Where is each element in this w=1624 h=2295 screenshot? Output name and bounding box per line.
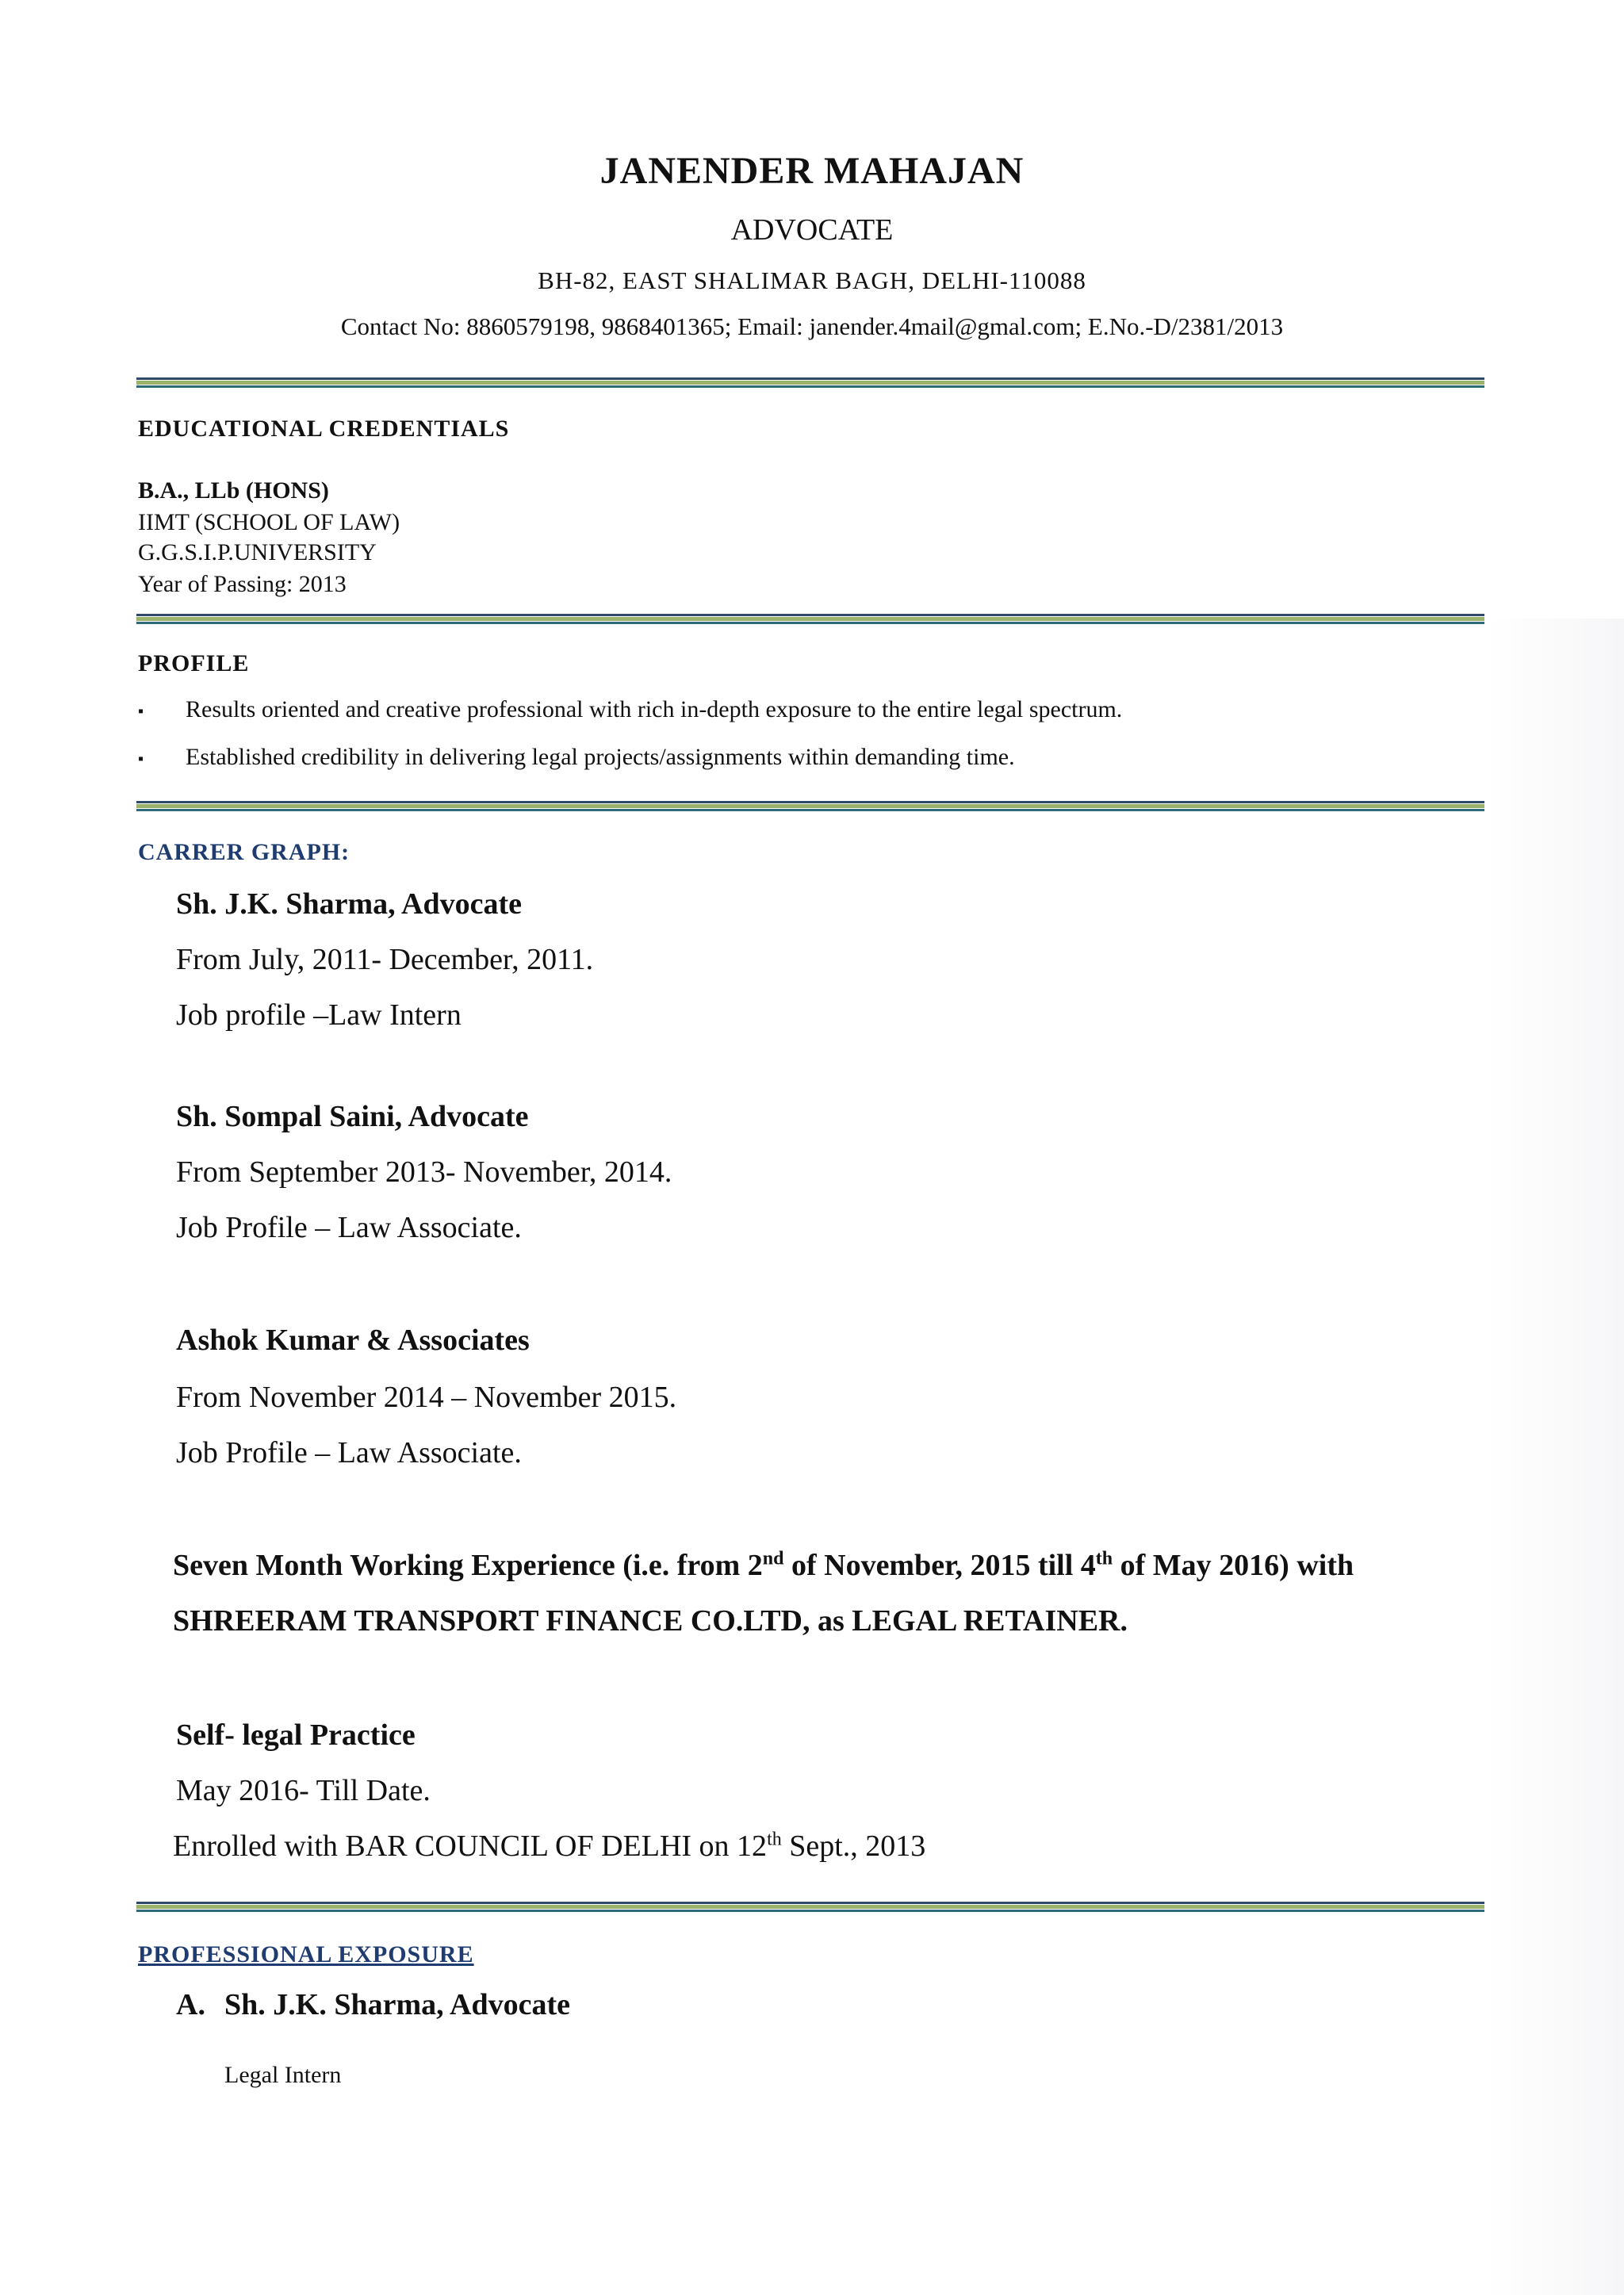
bullet-icon: ▪ xyxy=(138,703,144,720)
job-period: From September 2013- November, 2014. xyxy=(176,1155,672,1189)
job-employer: Sh. J.K. Sharma, Advocate xyxy=(176,887,522,921)
exposure-item-label: A. xyxy=(176,1988,205,2021)
enrollment-line: Enrolled with BAR COUNCIL OF DELHI on 12th Sept., 2013 xyxy=(173,1829,926,1863)
job-profile: Job Profile – Law Associate. xyxy=(176,1436,522,1469)
education-school: IIMT (SCHOOL OF LAW) xyxy=(138,509,400,535)
education-university: G.G.S.I.P.UNIVERSITY xyxy=(138,539,377,565)
profile-heading: PROFILE xyxy=(138,650,250,676)
job-period: From July, 2011- December, 2011. xyxy=(176,943,594,976)
job-employer: Sh. Sompal Saini, Advocate xyxy=(176,1100,529,1133)
education-year: Year of Passing: 2013 xyxy=(138,571,347,597)
exposure-item-role: Legal Intern xyxy=(224,2062,342,2088)
profile-item: Established credibility in delivering legal projects/assignments within demanding time. xyxy=(186,744,1015,770)
job-profile: Job Profile – Law Associate. xyxy=(176,1211,522,1244)
job-employer: Ashok Kumar & Associates xyxy=(176,1324,530,1357)
exposure-item-title: Sh. J.K. Sharma, Advocate xyxy=(224,1988,570,2021)
section-divider xyxy=(136,377,1484,389)
education-heading: EDUCATIONAL CREDENTIALS xyxy=(138,416,510,442)
section-divider xyxy=(136,801,1484,812)
job-period: From November 2014 – November 2015. xyxy=(176,1381,677,1414)
retainer-experience-line: Seven Month Working Experience (i.e. from 2nd of November, 2015 till 4th of May 2016) with xyxy=(173,1548,1354,1582)
page-shade xyxy=(1487,619,1624,2295)
exposure-heading: PROFESSIONAL EXPOSURE xyxy=(138,1941,474,1967)
candidate-address: BH-82, EAST SHALIMAR BAGH, DELHI-110088 xyxy=(538,266,1086,294)
candidate-contact: Contact No: 8860579198, 9868401365; Email: janender.4mail@gmal.com; E.No.-D/2381/2013 xyxy=(340,312,1284,340)
education-degree: B.A., LLb (HONS) xyxy=(138,477,329,504)
self-practice-period: May 2016- Till Date. xyxy=(176,1774,431,1807)
career-heading: CARRER GRAPH: xyxy=(138,839,350,865)
section-divider xyxy=(136,614,1484,625)
retainer-company-line: SHREERAM TRANSPORT FINANCE CO.LTD, as LEGAL RETAINER. xyxy=(173,1604,1128,1638)
section-divider xyxy=(136,1902,1484,1913)
candidate-name: JANENDER MAHAJAN xyxy=(599,150,1025,192)
profile-item: Results oriented and creative professional with rich in-depth exposure to the entire legal spectrum. xyxy=(186,696,1123,722)
job-profile: Job profile –Law Intern xyxy=(176,998,462,1032)
candidate-title: ADVOCATE xyxy=(730,213,894,247)
bullet-icon: ▪ xyxy=(138,750,144,768)
self-practice-heading: Self- legal Practice xyxy=(176,1718,416,1752)
